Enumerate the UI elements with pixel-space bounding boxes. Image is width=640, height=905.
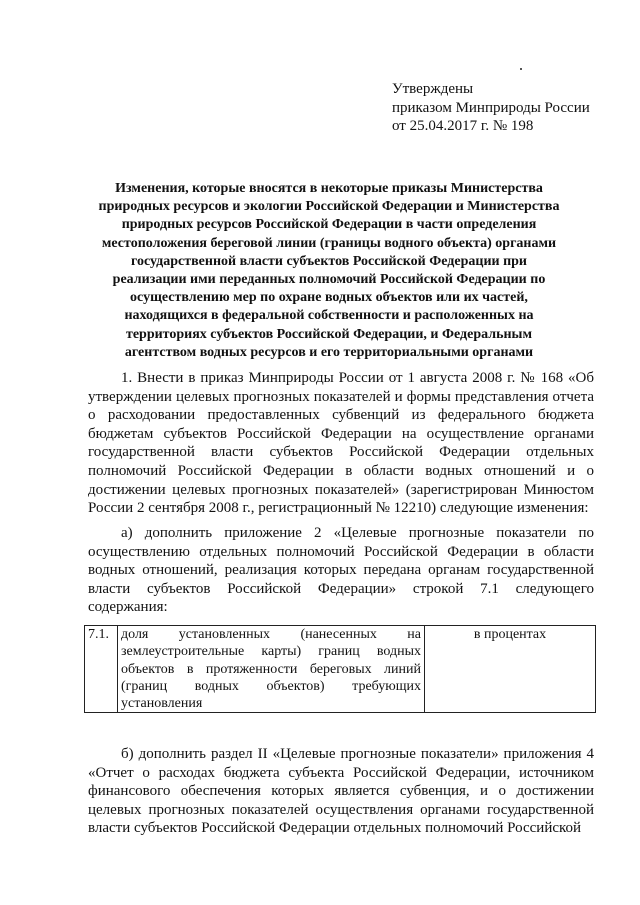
table-row bbox=[85, 626, 596, 713]
title-line: реализации ими переданных полномочий Российской Федерации по bbox=[112, 272, 546, 288]
scan-speck bbox=[520, 68, 522, 70]
paragraph-1: 1. Внести в приказ Минприроды России от 1 августа 2008 г. № 168 «Об утверждении целевых прогнозных показателей и формы представления отчета о расходовании предоставленных субвенций из федерального бюджета бюджетам субъектов Российской Федерации на осуществление органами государственной власти субъектов Российской Федерации отдельных полномочий Российской Федерации в области водных отношений и о достижении целевых прогнозных показателей» (зарегистрирован Минюстом России 2 сентября 2008 г., регистрационный № 12210) следующие изменения: bbox=[88, 370, 594, 517]
title-line: местоположения береговой линии (границы водного объекта) органами bbox=[101, 235, 557, 251]
title-line: агентством водных ресурсов и его территориальными органами bbox=[124, 344, 534, 360]
title-line: территориях субъектов Российской Федерации, и Федеральным bbox=[125, 326, 533, 342]
row-description: доля установленных (нанесенных на землеустроительные карты) границ водных объектов в протяженности береговых линий (границ водных объектов) требующих установления bbox=[118, 626, 425, 713]
paragraph-a: а) дополнить приложение 2 «Целевые прогнозные показатели по осуществлению отдельных полномочий Российской Федерации в области водных отношений, реализация которых передана органам государственной власти субъектов Российской Федерации» строкой 7.1 следующего содержания: bbox=[88, 525, 594, 616]
title-line: природных ресурсов и экологии Российской Федерации и Министерства bbox=[98, 199, 560, 215]
amendment-table bbox=[84, 625, 596, 713]
title-line: природных ресурсов Российской Федерации в части определения bbox=[121, 217, 537, 233]
approval-line: приказом Минприроды России bbox=[392, 99, 590, 116]
title-line: государственной власти субъектов Российской Федерации при bbox=[131, 253, 527, 269]
row-unit: в процентах bbox=[425, 626, 596, 713]
paragraph-b: б) дополнить раздел II «Целевые прогнозные показатели» приложения 4 «Отчет о расходах бюджета субъекта Российской Федерации, источником финансового обеспечения которых является субвенция, и о достижении целевых прогнозных показателей осуществления органами государственной власти субъектов Российской Федерации отдельных полномочий Российской bbox=[88, 746, 594, 837]
title-line: Изменения, которые вносятся в некоторые приказы Министерства bbox=[115, 181, 543, 196]
title-line: осуществлению мер по охране водных объектов или их частей, bbox=[130, 290, 528, 306]
row-number: 7.1. bbox=[85, 626, 118, 713]
document-title bbox=[88, 180, 570, 362]
approval-block bbox=[392, 80, 590, 136]
approval-line: от 25.04.2017 г. № 198 bbox=[392, 118, 534, 134]
title-line: находящихся в федеральной собственности и расположенных на bbox=[124, 308, 534, 324]
approval-line: Утверждены bbox=[392, 81, 474, 97]
